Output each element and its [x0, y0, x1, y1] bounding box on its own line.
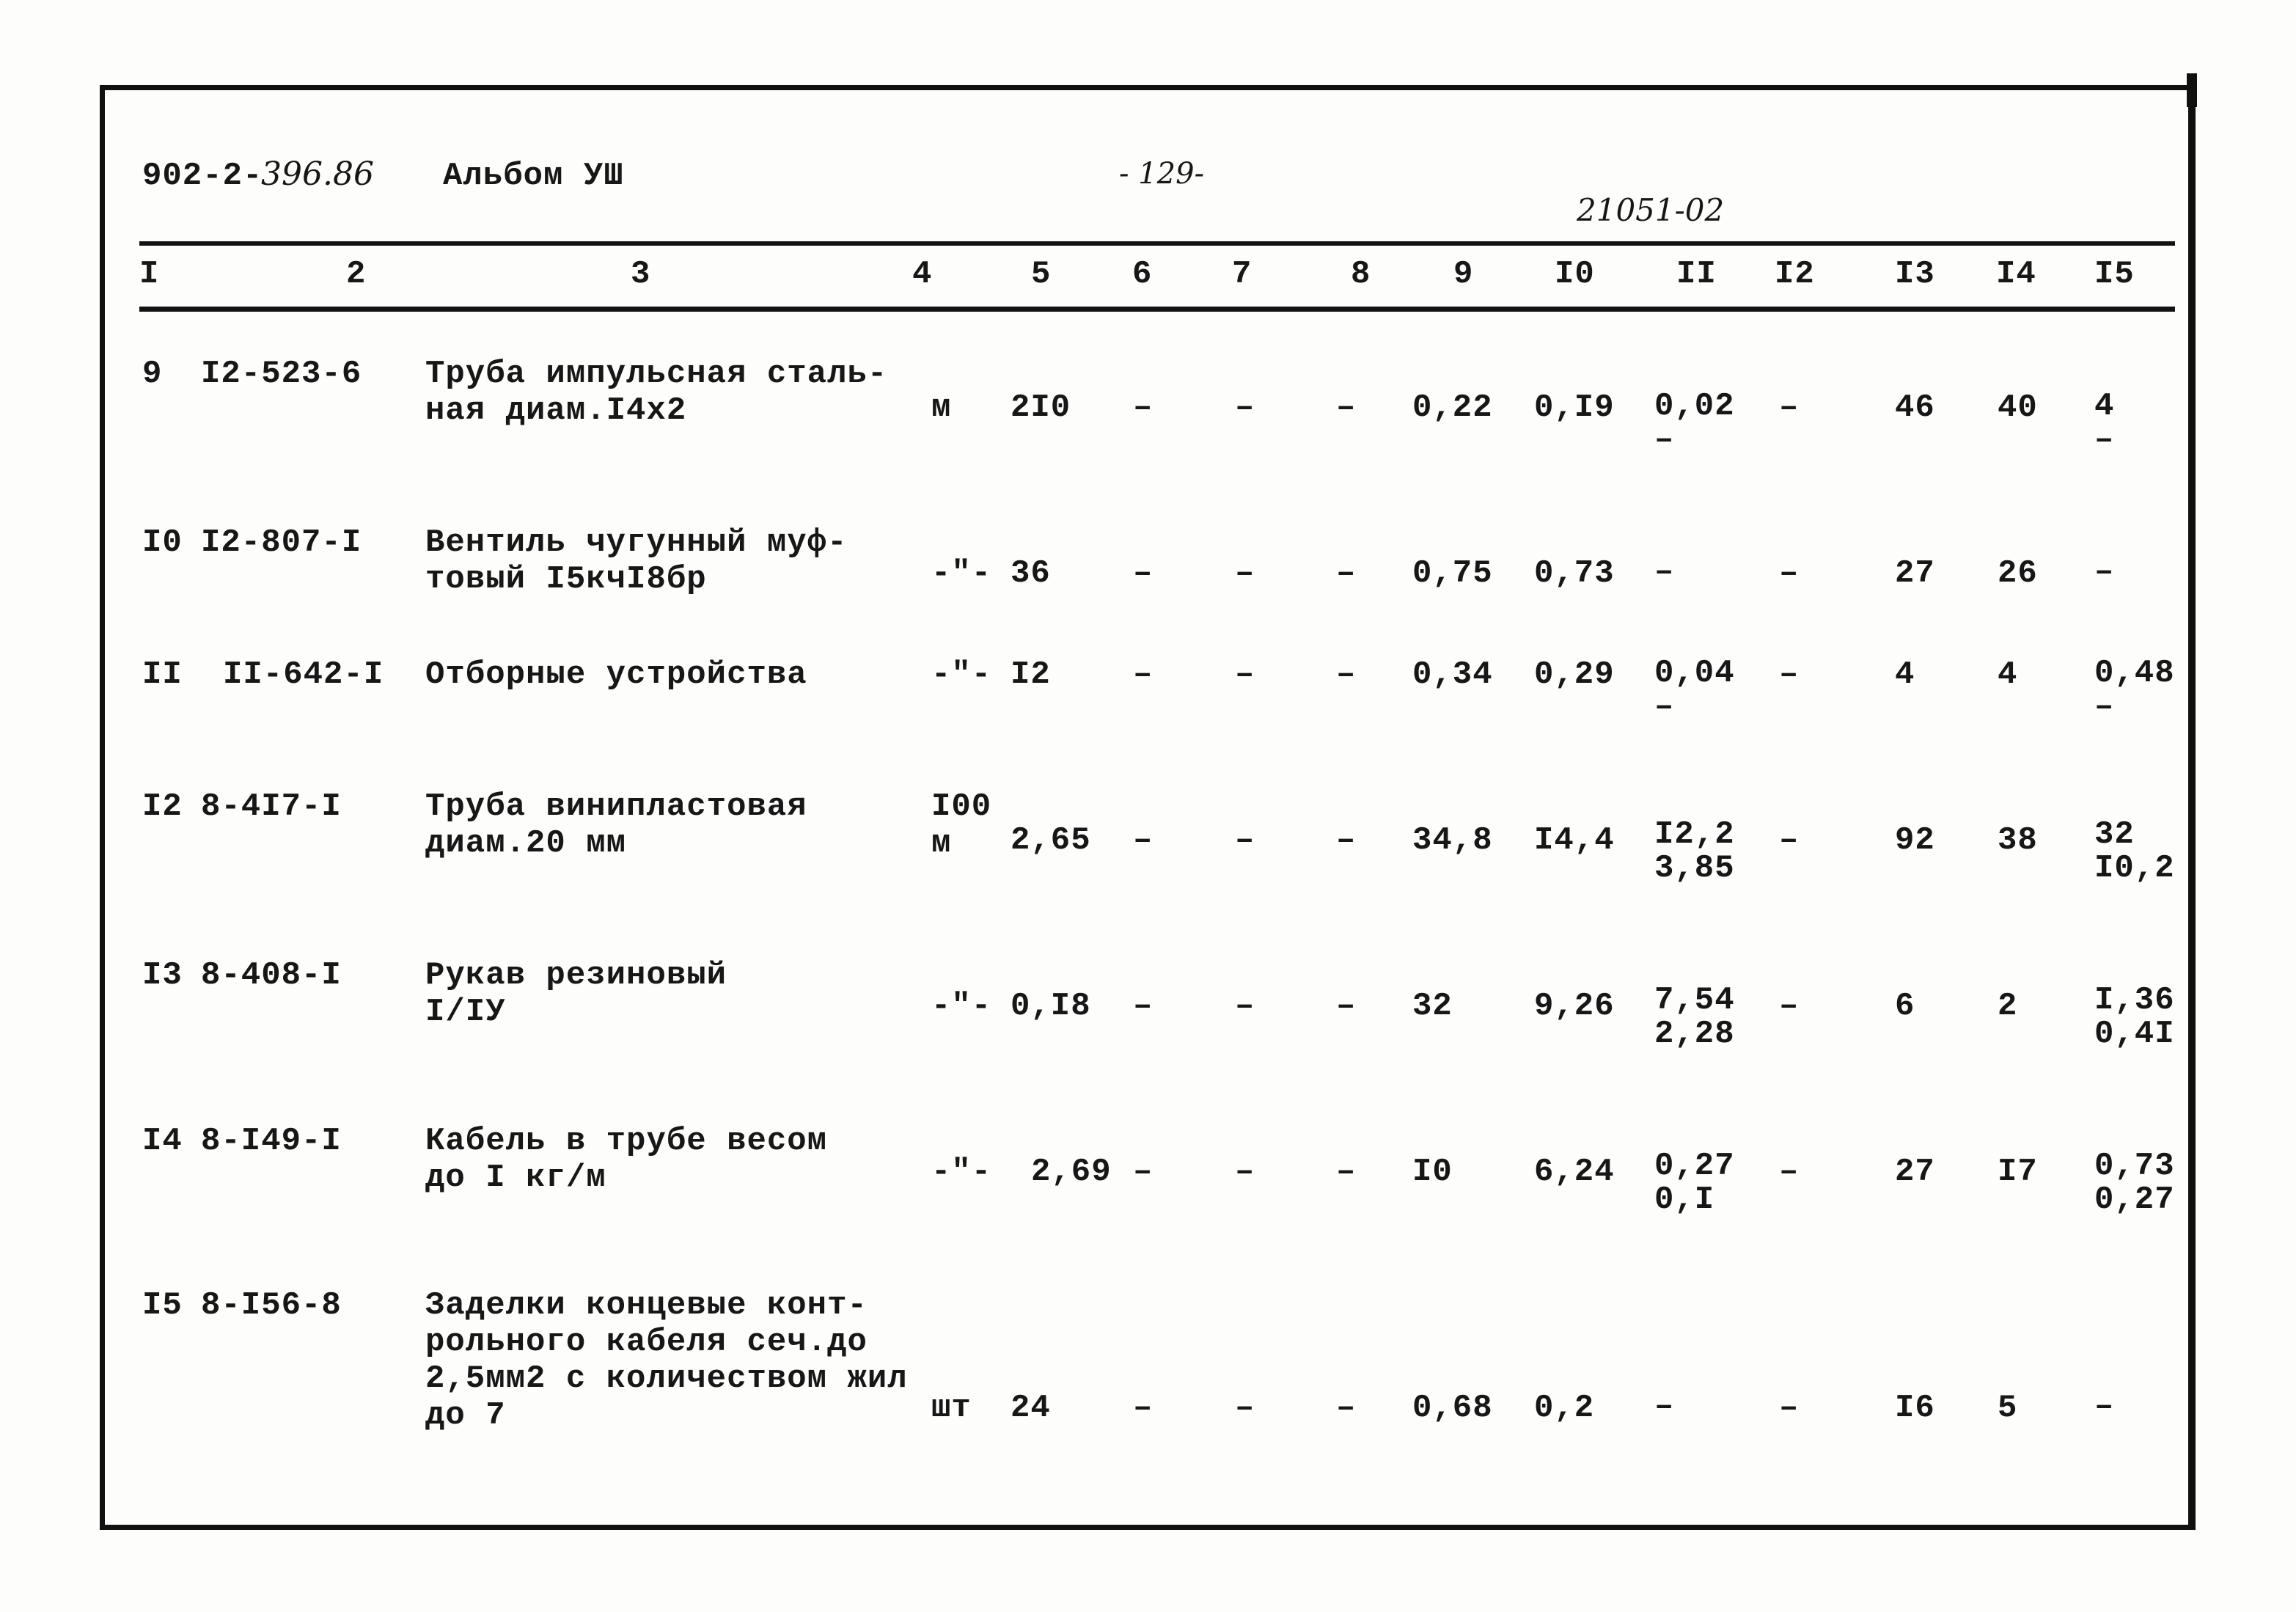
- item-name: [425, 957, 727, 1030]
- col-15-line: 0,27: [2094, 1181, 2175, 1218]
- col-11-value: [1654, 555, 1674, 589]
- header-rule-bottom: [139, 307, 2175, 312]
- page-frame: [100, 85, 2196, 1530]
- column-number: I3: [1895, 256, 1935, 293]
- col-12-value: –: [1779, 656, 1800, 693]
- col-10-value: 6,24: [1534, 1154, 1615, 1190]
- doc-code-typed: 902-2-: [142, 158, 263, 194]
- item-name-line: Труба импульсная сталь-: [425, 356, 888, 392]
- unit-line: -"-: [931, 988, 992, 1025]
- unit: [931, 1390, 972, 1426]
- col-15-line: –: [2094, 554, 2115, 590]
- col-11-value: [1654, 818, 1735, 885]
- col-8-value: –: [1336, 1390, 1357, 1426]
- col-13-value: 27: [1895, 1154, 1935, 1190]
- col-11-line: 0,27: [1654, 1148, 1735, 1184]
- item-name: [425, 788, 807, 862]
- col-12-value: –: [1779, 555, 1800, 592]
- item-name-line: I/IУ: [425, 994, 506, 1030]
- col-9-value: 34,8: [1412, 822, 1493, 859]
- col-11-line: –: [1654, 554, 1675, 590]
- col-7-value: –: [1235, 555, 1255, 592]
- col-6-value: –: [1133, 822, 1153, 859]
- col-5-value: 36: [1011, 555, 1051, 592]
- unit: [931, 389, 951, 426]
- col-12-value: –: [1779, 1390, 1800, 1426]
- row-number: II: [142, 656, 183, 693]
- col-5-value: 24: [1011, 1390, 1051, 1426]
- column-number: I2: [1775, 256, 1815, 293]
- col-9-value: 0,68: [1412, 1390, 1493, 1426]
- col-14-value: I7: [1998, 1154, 2038, 1190]
- unit: [931, 656, 991, 693]
- col-15-line: I,36: [2094, 982, 2175, 1019]
- col-15-value: [2094, 818, 2175, 885]
- column-number: I4: [1996, 256, 2036, 293]
- unit: [931, 1154, 991, 1190]
- row-number: 9: [142, 356, 163, 392]
- unit-line: м: [931, 825, 952, 862]
- col-10-value: 9,26: [1534, 988, 1615, 1025]
- col-15-line: –: [2094, 689, 2115, 725]
- col-6-value: –: [1133, 1154, 1153, 1190]
- item-name-line: Вентиль чугунный муф-: [425, 524, 848, 561]
- col-9-value: I0: [1412, 1154, 1453, 1190]
- col-7-value: –: [1235, 1390, 1255, 1426]
- item-code: 8-I56-8: [201, 1287, 342, 1324]
- col-11-line: 2,28: [1654, 1016, 1735, 1052]
- column-number: 4: [912, 256, 933, 293]
- col-15-value: [2094, 555, 2114, 589]
- row-number: I2: [142, 788, 183, 825]
- col-7-value: –: [1235, 1154, 1255, 1190]
- col-9-value: 0,22: [1412, 389, 1493, 426]
- col-6-value: –: [1133, 988, 1153, 1025]
- col-9-value: 0,75: [1412, 555, 1493, 592]
- col-13-value: 27: [1895, 555, 1935, 592]
- col-5-value: 2I0: [1011, 389, 1071, 426]
- col-14-value: 5: [1998, 1390, 2018, 1426]
- col-6-value: –: [1133, 389, 1153, 426]
- item-code: 8-4I7-I: [201, 788, 342, 825]
- item-code: I2-523-6: [201, 356, 362, 392]
- column-number: 9: [1453, 256, 1474, 293]
- col-11-value: [1654, 1390, 1674, 1424]
- col-15-line: 0,73: [2094, 1148, 2175, 1184]
- col-14-value: 38: [1998, 822, 2038, 859]
- unit-line: I00: [931, 788, 992, 825]
- col-15-line: 0,48: [2094, 655, 2175, 692]
- column-number: 2: [346, 256, 367, 293]
- column-number: 6: [1132, 256, 1153, 293]
- item-name-line: до I кг/м: [425, 1159, 606, 1196]
- col-5-value: I2: [1011, 656, 1051, 693]
- item-name: [425, 524, 848, 598]
- item-name-line: диам.20 мм: [425, 825, 627, 862]
- col-10-value: 0,2: [1534, 1390, 1595, 1426]
- col-13-value: 46: [1895, 389, 1935, 426]
- item-name-line: Кабель в трубе весом: [425, 1123, 828, 1159]
- column-number: I: [139, 256, 160, 293]
- header-rule-top: [139, 241, 2175, 246]
- col-15-line: I0,2: [2094, 850, 2175, 887]
- col-12-value: –: [1779, 988, 1800, 1025]
- col-6-value: –: [1133, 1390, 1153, 1426]
- col-8-value: –: [1336, 389, 1357, 426]
- col-6-value: –: [1133, 555, 1153, 592]
- item-name-line: Рукав резиновый: [425, 957, 727, 994]
- item-code: II-642-I: [223, 656, 384, 693]
- col-15-line: –: [2094, 1388, 2115, 1425]
- col-5-value: 2,65: [1011, 822, 1091, 859]
- col-11-line: 0,I: [1654, 1181, 1715, 1218]
- unit-line: шт: [931, 1390, 972, 1426]
- page-number: - 129-: [1119, 157, 1205, 191]
- col-7-value: –: [1235, 822, 1255, 859]
- col-15-line: 32: [2094, 816, 2135, 853]
- col-10-value: 0,29: [1534, 656, 1615, 693]
- item-name-line: ная диам.I4х2: [425, 392, 687, 429]
- column-number: 8: [1351, 256, 1371, 293]
- unit: [931, 788, 991, 862]
- col-11-line: 0,02: [1654, 388, 1735, 425]
- col-11-value: [1654, 1149, 1735, 1217]
- col-5-value: 2,69: [1031, 1154, 1112, 1190]
- unit-line: -"-: [931, 555, 992, 592]
- col-11-line: –: [1654, 422, 1675, 458]
- item-name-line: до 7: [425, 1397, 506, 1434]
- sheet-code: 21051-02: [1577, 192, 1725, 228]
- col-15-value: [2094, 1149, 2175, 1217]
- unit-line: м: [931, 389, 952, 426]
- col-12-value: –: [1779, 389, 1800, 426]
- scan-mark: [2187, 73, 2197, 107]
- unit: [931, 555, 991, 592]
- item-name-line: Отборные устройства: [425, 656, 807, 693]
- column-number: I0: [1555, 256, 1595, 293]
- col-5-value: 0,I8: [1011, 988, 1091, 1025]
- col-12-value: –: [1779, 822, 1800, 859]
- col-12-value: –: [1779, 1154, 1800, 1190]
- col-8-value: –: [1336, 555, 1357, 592]
- col-9-value: 0,34: [1412, 656, 1493, 693]
- col-10-value: 0,73: [1534, 555, 1615, 592]
- col-15-line: 0,4I: [2094, 1016, 2175, 1052]
- item-name: [425, 656, 807, 693]
- col-10-value: 0,I9: [1534, 389, 1615, 426]
- col-10-value: I4,4: [1534, 822, 1615, 859]
- row-number: I0: [142, 524, 183, 561]
- col-13-value: 4: [1895, 656, 1915, 693]
- col-11-line: –: [1654, 1388, 1675, 1425]
- row-number: I5: [142, 1287, 183, 1324]
- column-number: I5: [2094, 256, 2135, 293]
- unit-line: -"-: [931, 656, 992, 693]
- col-15-value: [2094, 1390, 2114, 1424]
- item-name-line: 2,5мм2 с количеством жил: [425, 1360, 908, 1397]
- col-7-value: –: [1235, 389, 1255, 426]
- item-name: [425, 1287, 908, 1434]
- doc-code-handwritten: 396.86: [261, 155, 374, 193]
- column-number: 5: [1031, 256, 1052, 293]
- item-name-line: Труба винипластовая: [425, 788, 807, 825]
- album-title: Альбом УШ: [443, 158, 624, 194]
- col-7-value: –: [1235, 988, 1255, 1025]
- unit: [931, 988, 991, 1025]
- item-code: 8-408-I: [201, 957, 342, 994]
- col-8-value: –: [1336, 988, 1357, 1025]
- col-11-line: –: [1654, 689, 1675, 725]
- col-15-line: 4: [2094, 388, 2115, 425]
- col-14-value: 40: [1998, 389, 2038, 426]
- column-number: II: [1676, 256, 1717, 293]
- col-15-line: –: [2094, 422, 2115, 458]
- col-8-value: –: [1336, 656, 1357, 693]
- item-name: [425, 356, 887, 429]
- item-name-line: рольного кабеля сеч.до: [425, 1324, 868, 1360]
- col-11-value: [1654, 389, 1735, 457]
- item-name-line: Заделки концевые конт-: [425, 1287, 868, 1324]
- col-7-value: –: [1235, 656, 1255, 693]
- col-8-value: –: [1336, 822, 1357, 859]
- row-number: I4: [142, 1123, 183, 1159]
- col-11-line: I2,2: [1654, 816, 1735, 853]
- col-14-value: 2: [1998, 988, 2018, 1025]
- col-11-line: 7,54: [1654, 982, 1735, 1019]
- col-11-line: 0,04: [1654, 655, 1735, 692]
- col-13-value: 92: [1895, 822, 1935, 859]
- col-11-value: [1654, 656, 1735, 724]
- unit-line: -"-: [931, 1154, 992, 1190]
- column-number: 3: [631, 256, 651, 293]
- item-name-line: товый I5кчI8бр: [425, 561, 707, 598]
- column-number: 7: [1232, 256, 1252, 293]
- item-name: [425, 1123, 827, 1196]
- col-9-value: 32: [1412, 988, 1453, 1025]
- col-15-value: [2094, 656, 2175, 724]
- col-15-value: [2094, 389, 2114, 457]
- row-number: I3: [142, 957, 183, 994]
- col-11-line: 3,85: [1654, 850, 1735, 887]
- item-code: I2-807-I: [201, 524, 362, 561]
- col-11-value: [1654, 983, 1735, 1051]
- col-15-value: [2094, 983, 2175, 1051]
- col-14-value: 4: [1998, 656, 2018, 693]
- col-13-value: I6: [1895, 1390, 1935, 1426]
- col-14-value: 26: [1998, 555, 2038, 592]
- col-13-value: 6: [1895, 988, 1915, 1025]
- col-8-value: –: [1336, 1154, 1357, 1190]
- column-number-row: [0, 256, 2296, 293]
- col-6-value: –: [1133, 656, 1153, 693]
- item-code: 8-I49-I: [201, 1123, 342, 1159]
